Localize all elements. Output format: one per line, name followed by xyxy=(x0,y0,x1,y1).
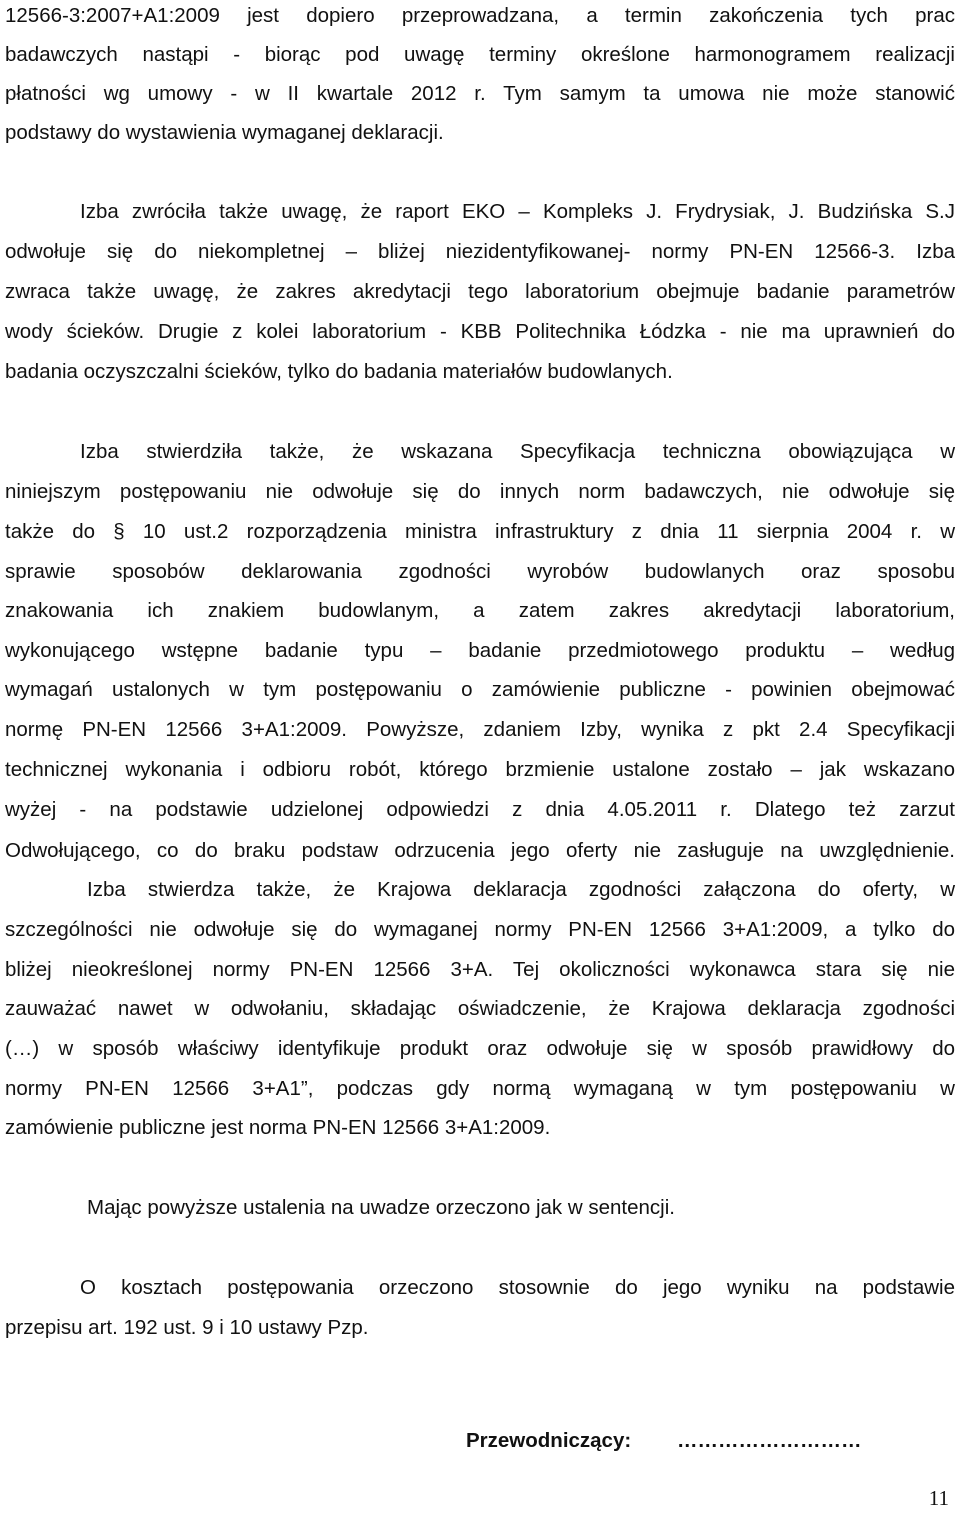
paragraph-line: (…) w sposób właściwy identyfikuje produkt oraz odwołuje się w sposób prawidłowy do xyxy=(5,1037,955,1060)
paragraph-line: przepisu art. 192 ust. 9 i 10 ustawy Pzp. xyxy=(5,1316,369,1339)
document-page xyxy=(5,0,955,1513)
paragraph-line: wody ścieków. Drugie z kolei laboratorium - KBB Politechnika Łódzka - nie ma uprawnień do xyxy=(5,320,955,343)
paragraph-line: niniejszym postępowaniu nie odwołuje się do innych norm badawczych, nie odwołuje się xyxy=(5,480,955,503)
paragraph-line: Izba stwierdza także, że Krajowa deklaracja zgodności załączona do oferty, w xyxy=(87,878,955,901)
paragraph-line: zauważać nawet w odwołaniu, składając oświadczenie, że Krajowa deklaracja zgodności xyxy=(5,997,955,1020)
paragraph-line: Izba stwierdziła także, że wskazana Specyfikacja techniczna obowiązująca w xyxy=(80,440,955,463)
paragraph-line: podstawy do wystawienia wymaganej deklaracji. xyxy=(5,121,444,144)
paragraph-line: bliżej nieokreślonej normy PN-EN 12566 3+A. Tej okoliczności wykonawca stara się nie xyxy=(5,958,955,981)
paragraph-line: normy PN-EN 12566 3+A1”, podczas gdy normą wymaganą w tym postępowaniu w xyxy=(5,1077,955,1100)
paragraph-line: płatności wg umowy - w II kwartale 2012 r. Tym samym ta umowa nie może stanowić xyxy=(5,82,955,105)
paragraph-line: wyżej - na podstawie udzielonej odpowiedzi z dnia 4.05.2011 r. Dlatego też zarzut xyxy=(5,798,955,821)
paragraph-line: 12566-3:2007+A1:2009 jest dopiero przeprowadzana, a termin zakończenia tych prac xyxy=(5,4,955,27)
paragraph-line: wymagań ustalonych w tym postępowaniu o zamówienie publiczne - powinien obejmować xyxy=(5,678,955,701)
paragraph-line: wykonującego wstępne badanie typu – badanie przedmiotowego produktu – według xyxy=(5,639,955,662)
paragraph-line: także do § 10 ust.2 rozporządzenia ministra infrastruktury z dnia 11 sierpnia 2004 r. w xyxy=(5,520,955,543)
paragraph-line: Izba zwróciła także uwagę, że raport EKO – Kompleks J. Frydrysiak, J. Budzińska S.J xyxy=(80,200,955,223)
paragraph-line: szczególności nie odwołuje się do wymaganej normy PN-EN 12566 3+A1:2009, a tylko do xyxy=(5,918,955,941)
page-number: 11 xyxy=(928,1486,949,1510)
paragraph-line: zwraca także uwagę, że zakres akredytacji tego laboratorium obejmuje badanie parametrów xyxy=(5,280,955,303)
paragraph-line: Odwołującego, co do braku podstaw odrzucenia jego oferty nie zasługuje na uwzględnienie. xyxy=(5,839,955,862)
paragraph-line: normę PN-EN 12566 3+A1:2009. Powyższe, zdaniem Izby, wynika z pkt 2.4 Specyfikacji xyxy=(5,718,955,741)
paragraph-line: znakowania ich znakiem budowlanym, a zatem zakres akredytacji laboratorium, xyxy=(5,599,955,622)
paragraph-line: O kosztach postępowania orzeczono stosownie do jego wyniku na podstawie xyxy=(80,1276,955,1299)
paragraph-line: badawczych nastąpi - biorąc pod uwagę terminy określone harmonogramem realizacji xyxy=(5,43,955,66)
signature-line xyxy=(466,1427,862,1455)
paragraph-line: Mając powyższe ustalenia na uwadze orzeczono jak w sentencji. xyxy=(87,1196,675,1219)
paragraph-line: badania oczyszczalni ścieków, tylko do badania materiałów budowlanych. xyxy=(5,360,673,383)
signature-dots: ……………………… xyxy=(677,1429,862,1452)
paragraph-line: technicznej wykonania i odbioru robót, którego brzmienie ustalone zostało – jak wskazano xyxy=(5,758,955,781)
signature-label: Przewodniczący: xyxy=(466,1429,632,1452)
paragraph-line: sprawie sposobów deklarowania zgodności wyrobów budowlanych oraz sposobu xyxy=(5,560,955,583)
paragraph-line: odwołuje się do niekompletnej – bliżej niezidentyfikowanej- normy PN-EN 12566-3. Izba xyxy=(5,240,955,263)
paragraph-line: zamówienie publiczne jest norma PN-EN 12566 3+A1:2009. xyxy=(5,1116,551,1139)
